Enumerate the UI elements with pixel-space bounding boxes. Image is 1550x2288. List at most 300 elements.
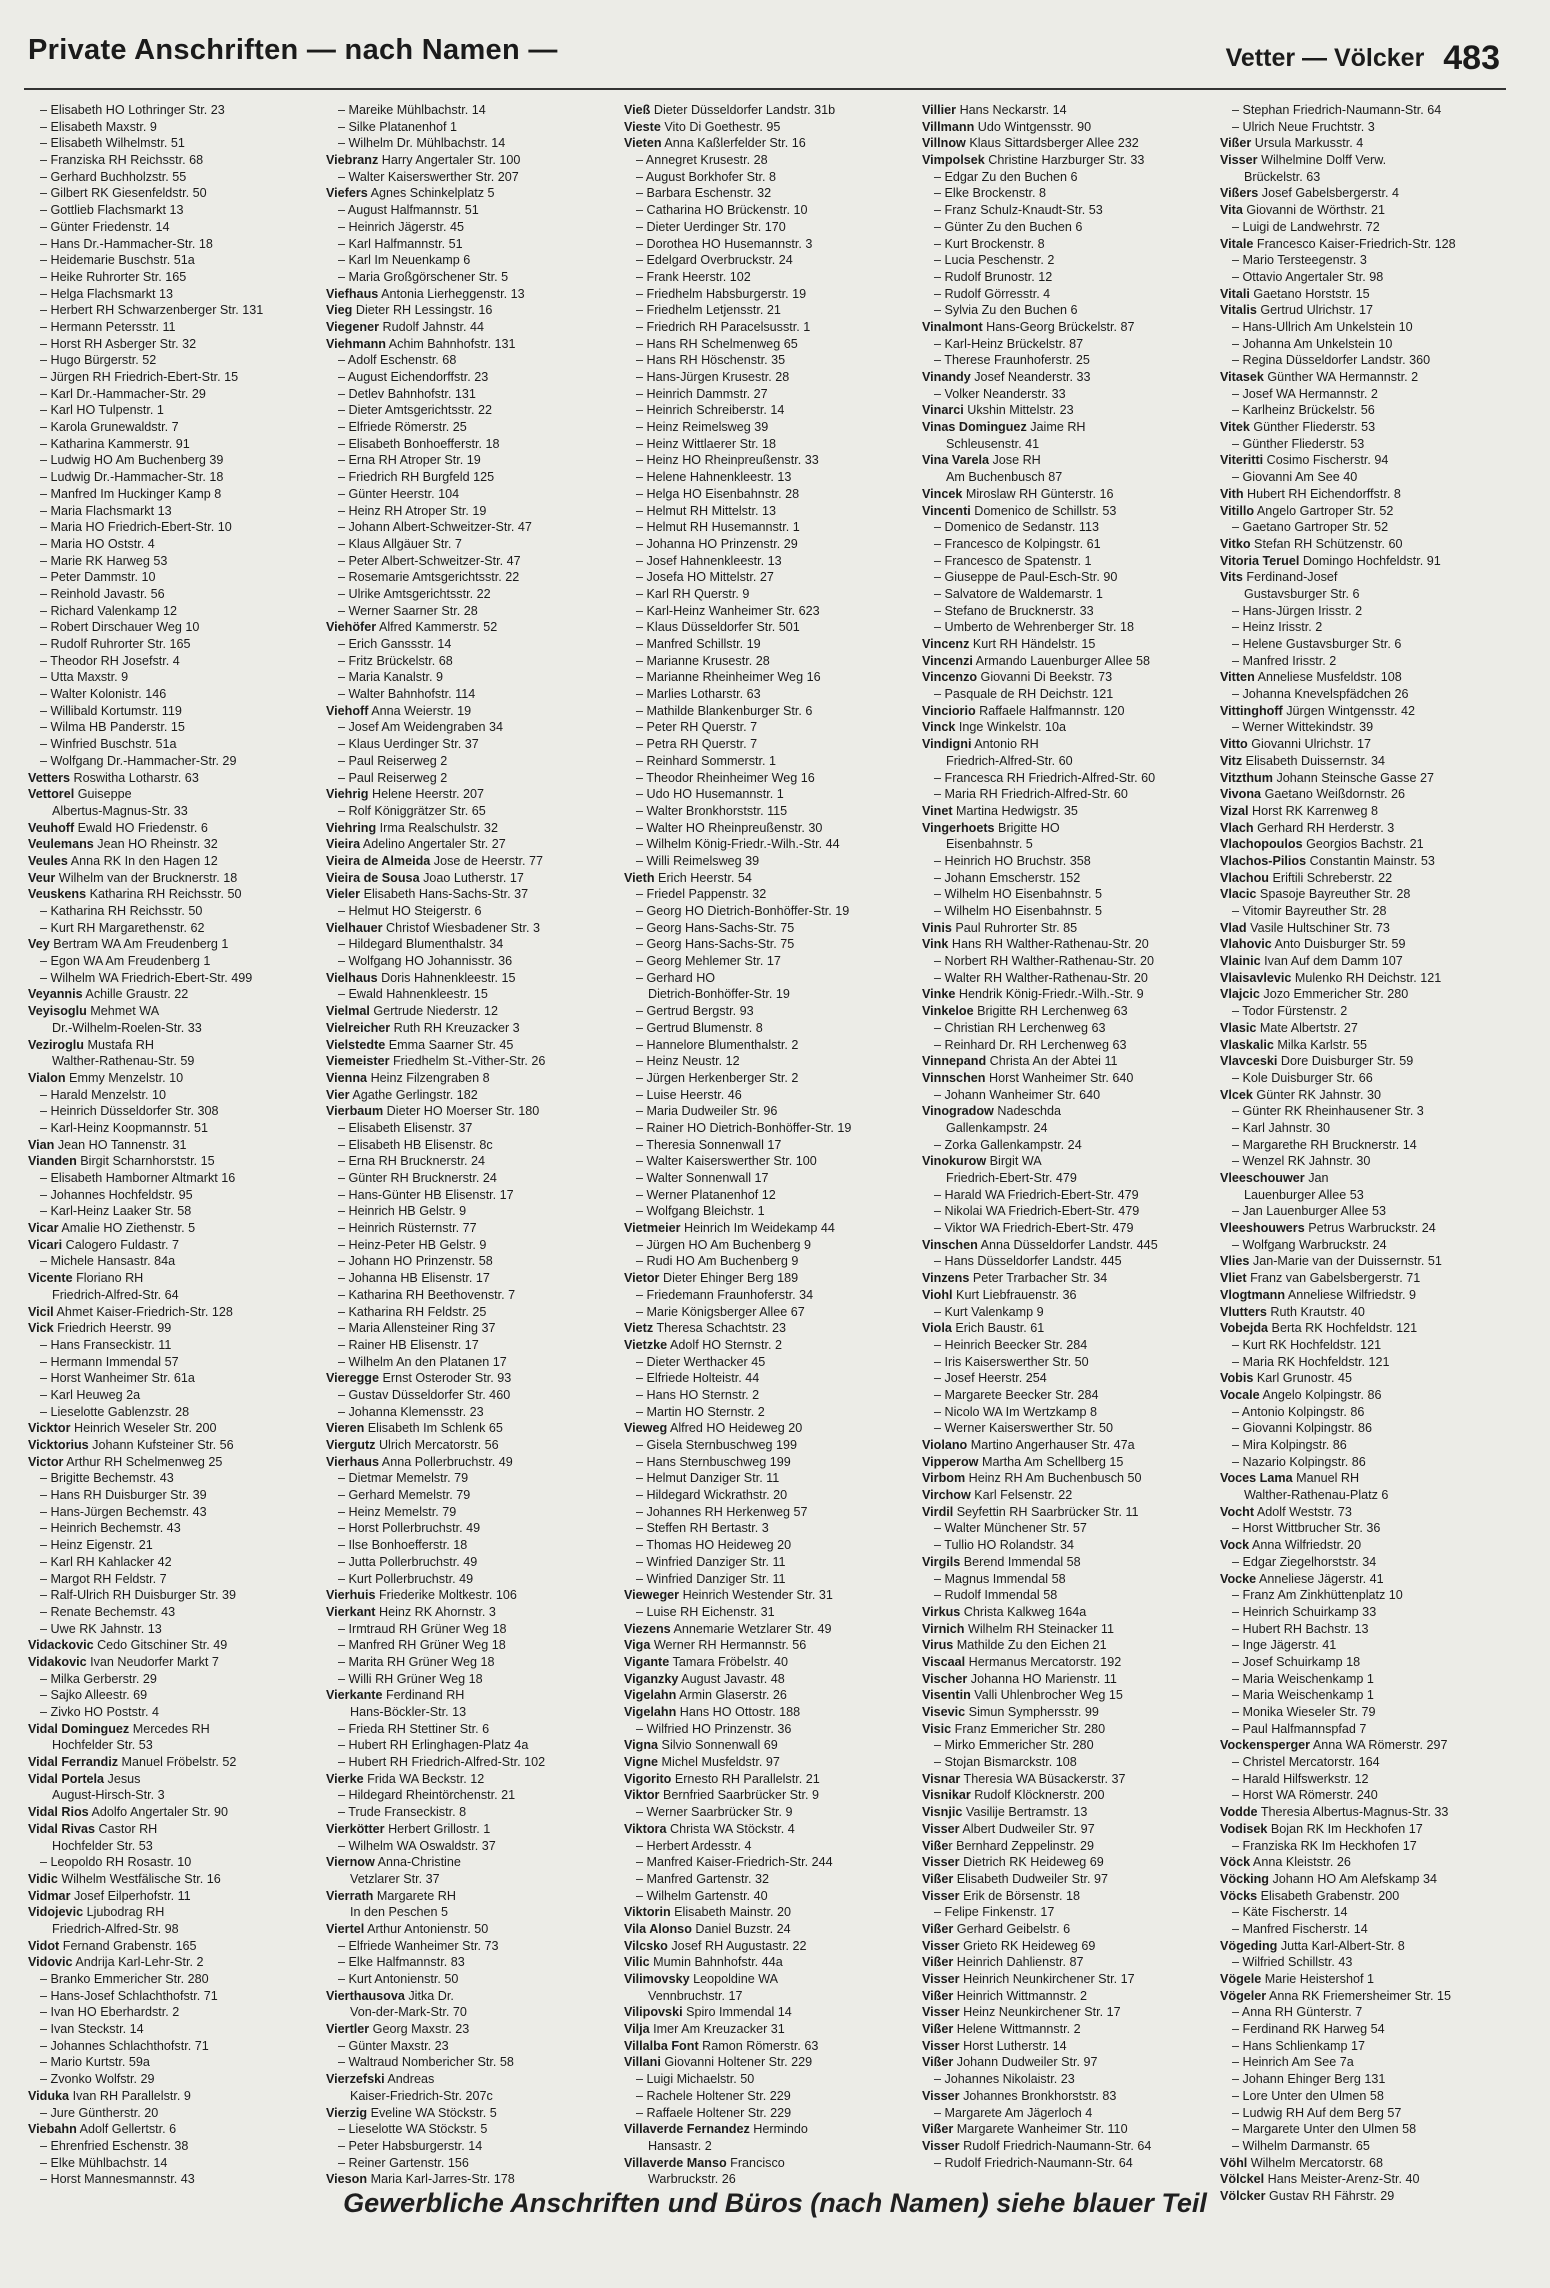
directory-entry: – Hans RH Duisburger Str. 39 bbox=[40, 1488, 207, 1503]
directory-entry: – Walter RH Walther-Rathenau-Str. 20 bbox=[934, 970, 1148, 985]
directory-entry: – Viktor WA Friedrich-Ebert-Str. 479 bbox=[934, 1221, 1134, 1236]
directory-entry: – Rudolf Friedrich-Naumann-Str. 64 bbox=[934, 2155, 1133, 2170]
surname: Viernow bbox=[326, 1855, 375, 1870]
directory-entry: Vierke Frida WA Beckstr. 12 bbox=[326, 1771, 485, 1786]
directory-entry: Vigelahn Hans HO Ottostr. 188 bbox=[624, 1705, 801, 1719]
directory-entry: – August Eichendorffstr. 23 bbox=[338, 370, 489, 384]
directory-entry: Villnow Klaus Sittardsberger Allee 232 bbox=[922, 136, 1139, 151]
directory-entry: – Franziska RH Reichsstr. 68 bbox=[40, 153, 204, 168]
directory-entry: – Hildegard Blumenthalstr. 34 bbox=[338, 937, 504, 952]
directory-entry: Vlach Gerhard RH Herderstr. 3 bbox=[1220, 820, 1395, 835]
surname: Vlogtmann bbox=[1220, 1287, 1286, 1302]
directory-entry: – Antonio Kolpingstr. 86 bbox=[1232, 1404, 1365, 1419]
surname: Vieira de Almeida bbox=[326, 853, 431, 868]
surname: Vidal Rivas bbox=[28, 1821, 95, 1836]
surname: Viemeister bbox=[326, 1054, 390, 1069]
directory-entry: – Marlies Lotharstr. 63 bbox=[636, 687, 761, 702]
directory-entry: Vidal Rivas Castor RH bbox=[28, 1821, 158, 1836]
directory-entry: – Helmut RH Husemannstr. 1 bbox=[636, 520, 800, 535]
directory-entry: – Hans-Jürgen Krusestr. 28 bbox=[636, 370, 790, 384]
surname: Vicktorius bbox=[28, 1438, 89, 1452]
surname: Vierthausova bbox=[326, 1988, 405, 2003]
directory-entry: – Horst Wanheimer Str. 61a bbox=[40, 1371, 195, 1386]
directory-entry: – Katharina RH Feldstr. 25 bbox=[338, 1304, 487, 1319]
directory-entry: Vidmar Josef Eilperhofstr. 11 bbox=[28, 1888, 191, 1903]
directory-entry: Vitz Elisabeth Duissernstr. 34 bbox=[1220, 753, 1385, 768]
directory-entry: Vina Varela Jose RH bbox=[922, 453, 1041, 468]
directory-entry: Vißers Josef Gabelsbergerstr. 4 bbox=[1220, 186, 1399, 201]
surname: Vodde bbox=[1220, 1805, 1258, 1820]
directory-entry: Villalba Font Ramon Römerstr. 63 bbox=[624, 2038, 819, 2053]
surname: Visser bbox=[922, 2005, 960, 2020]
surname: Vierhaus bbox=[326, 1454, 379, 1469]
directory-entry: Vigelahn Armin Glaserstr. 26 bbox=[624, 1688, 787, 1703]
directory-entry: – Gaetano Gartroper Str. 52 bbox=[1232, 520, 1389, 535]
directory-entry: – Maria Großgörschener Str. 5 bbox=[338, 269, 509, 284]
directory-entry: Vierzig Eveline WA Stöckstr. 5 bbox=[326, 2105, 497, 2120]
directory-entry: – Wilhelm WA Oswaldstr. 37 bbox=[338, 1838, 496, 1853]
directory-entry: Viscaal Hermanus Mercatorstr. 192 bbox=[922, 1654, 1122, 1669]
directory-entry: – Werner Saarner Str. 28 bbox=[338, 603, 478, 618]
directory-entry: – Monika Wieseler Str. 79 bbox=[1232, 1705, 1376, 1719]
surname: Vetters bbox=[28, 770, 71, 785]
directory-entry: Vetters Roswitha Lotharstr. 63 bbox=[28, 770, 199, 785]
surname: Vierzefski bbox=[326, 2072, 385, 2087]
surname: Vigelahn bbox=[624, 1705, 677, 1719]
directory-entry: Virnich Wilhelm RH Steinacker 11 bbox=[922, 1621, 1115, 1636]
directory-entry: – Hans RH Höschenstr. 35 bbox=[636, 353, 786, 368]
directory-entry: Vitalis Gertrud Ulrichstr. 17 bbox=[1220, 303, 1374, 318]
directory-entry: – Mario Tersteegenstr. 3 bbox=[1232, 253, 1367, 268]
directory-entry: Vingerhoets Brigitte HO bbox=[922, 820, 1060, 835]
directory-entry: – Gertrud Blumenstr. 8 bbox=[636, 1020, 763, 1035]
directory-entry: Vidovic Andrija Karl-Lehr-Str. 2 bbox=[28, 1955, 204, 1970]
directory-entry: – Theodor RH Josefstr. 4 bbox=[40, 653, 180, 668]
directory-entry: Vidic Wilhelm Westfälische Str. 16 bbox=[28, 1871, 221, 1886]
surname: Vlies bbox=[1220, 1254, 1250, 1269]
surname: Viduka bbox=[28, 2088, 70, 2103]
directory-entry: – Winfried Buschstr. 51a bbox=[40, 737, 177, 752]
surname: Vieß bbox=[624, 103, 651, 117]
directory-entry: – Wilhelm HO Eisenbahnstr. 5 bbox=[934, 904, 1102, 918]
directory-entry: Vielstedte Emma Saarner Str. 45 bbox=[326, 1037, 514, 1052]
directory-entry: Vitko Stefan RH Schützenstr. 60 bbox=[1220, 536, 1403, 551]
directory-entry: – Margarethe RH Brucknerstr. 14 bbox=[1232, 1137, 1417, 1152]
directory-entry: – Manfred Schillstr. 19 bbox=[636, 637, 761, 651]
directory-entry: – Mathilde Blankenburger Str. 6 bbox=[636, 703, 813, 718]
directory-entry: Vinke Hendrik König-Friedr.-Wilh.-Str. 9 bbox=[922, 987, 1144, 1002]
directory-entry: Veyisoglu Mehmet WA bbox=[28, 1004, 160, 1019]
surname: Vitek bbox=[1220, 420, 1250, 435]
surname: Vielhaus bbox=[326, 970, 378, 985]
directory-entry: – Franz Schulz-Knaudt-Str. 53 bbox=[934, 203, 1103, 218]
surname: Viktorin bbox=[624, 1905, 671, 1920]
directory-entry: – Umberto de Wehrenberger Str. 18 bbox=[934, 620, 1134, 635]
directory-entry: Vietzke Adolf HO Sternstr. 2 bbox=[624, 1337, 782, 1352]
directory-entry: Warbruckstr. 26 bbox=[648, 2172, 736, 2187]
directory-entry: Viga Werner RH Hermannstr. 56 bbox=[624, 1638, 807, 1653]
directory-entry: – Heinrich Am See 7a bbox=[1232, 2055, 1354, 2070]
column-1 bbox=[28, 102, 316, 2187]
directory-entry: – Harald Menzelstr. 10 bbox=[40, 1087, 166, 1102]
directory-entry: Veuhoff Ewald HO Friedenstr. 6 bbox=[28, 820, 208, 835]
surname: Visser bbox=[922, 2138, 960, 2153]
directory-entry: – Frieda RH Stettiner Str. 6 bbox=[338, 1721, 490, 1736]
directory-entry: Vocale Angelo Kolpingstr. 86 bbox=[1220, 1387, 1382, 1402]
directory-entry: – Horst Wittbrucher Str. 36 bbox=[1232, 1521, 1381, 1536]
directory-entry: Kaiser-Friedrich-Str. 207c bbox=[350, 2088, 493, 2103]
directory-entry: – Wilhelm HO Eisenbahnstr. 5 bbox=[934, 887, 1102, 902]
directory-entry: – Karl Halfmannstr. 51 bbox=[338, 236, 463, 251]
directory-entry: – Wolfgang Warbruckstr. 24 bbox=[1232, 1237, 1387, 1252]
surname: Vierkötter bbox=[326, 1821, 385, 1836]
directory-entry: Eisenbahnstr. 5 bbox=[946, 837, 1033, 852]
directory-entry: Vögeding Jutta Karl-Albert-Str. 8 bbox=[1220, 1938, 1405, 1953]
directory-entry: – Johann Wanheimer Str. 640 bbox=[934, 1087, 1101, 1102]
directory-entry: Villani Giovanni Holtener Str. 229 bbox=[624, 2055, 813, 2070]
directory-entry: – Hannelore Blumenthalstr. 2 bbox=[636, 1037, 799, 1052]
surname: Vigna bbox=[624, 1738, 659, 1753]
surname: Vitz bbox=[1220, 753, 1243, 768]
directory-entry: – Heinz Memelstr. 79 bbox=[338, 1504, 457, 1519]
directory-entry: Vilja Imer Am Kreuzacker 31 bbox=[624, 2022, 785, 2037]
directory-entry: – Ottavio Angertaler Str. 98 bbox=[1232, 269, 1384, 284]
directory-entry: – Karl HO Tulpenstr. 1 bbox=[40, 403, 164, 418]
surname: Vidot bbox=[28, 1938, 60, 1953]
directory-entry: – Hermann Immendal 57 bbox=[40, 1354, 179, 1369]
directory-entry: Friedrich-Alfred-Str. 60 bbox=[946, 753, 1073, 768]
directory-entry: Vilimovsky Leopoldine WA bbox=[624, 1972, 779, 1986]
directory-entry: Dietrich-Bonhöffer-Str. 19 bbox=[648, 987, 790, 1002]
directory-entry: – Hubert RH Friedrich-Alfred-Str. 102 bbox=[338, 1755, 546, 1770]
directory-entry: Vißer Margarete Wanheimer Str. 110 bbox=[922, 2122, 1128, 2137]
surname: Virchow bbox=[922, 1488, 971, 1503]
directory-entry: – Helmut Danziger Str. 11 bbox=[636, 1471, 780, 1486]
directory-entry: Vicktorius Johann Kufsteiner Str. 56 bbox=[28, 1438, 234, 1452]
surname: Vlainic bbox=[1220, 954, 1261, 969]
directory-entry: – Friedel Pappenstr. 32 bbox=[636, 887, 767, 902]
directory-entry: – Marianne Krusestr. 28 bbox=[636, 653, 770, 668]
surname: Vöhl bbox=[1220, 2155, 1248, 2170]
directory-entry: Virgils Berend Immendal 58 bbox=[922, 1554, 1081, 1569]
directory-entry: – Mareike Mühlbachstr. 14 bbox=[338, 103, 486, 117]
directory-entry: Vidal Ferrandiz Manuel Fröbelstr. 52 bbox=[28, 1755, 237, 1770]
directory-entry: Vlacic Spasoje Bayreuther Str. 28 bbox=[1220, 887, 1411, 902]
directory-entry: – Günter RH Brucknerstr. 24 bbox=[338, 1171, 497, 1185]
directory-entry: – Johannes Nikolaistr. 23 bbox=[934, 2072, 1075, 2087]
surname: Vey bbox=[28, 937, 50, 952]
directory-entry: – Käte Fischerstr. 14 bbox=[1232, 1905, 1348, 1920]
surname: Vietor bbox=[624, 1271, 660, 1286]
directory-entry: Vodisek Bojan RK Im Heckhofen 17 bbox=[1220, 1821, 1423, 1836]
directory-entry: – Heinz-Peter HB Gelstr. 9 bbox=[338, 1237, 487, 1252]
directory-entry: Vilipovski Spiro Immendal 14 bbox=[624, 2005, 792, 2020]
surname: Viergutz bbox=[326, 1438, 376, 1452]
surname: Veuskens bbox=[28, 887, 87, 902]
directory-entry: Vöck Anna Kleiststr. 26 bbox=[1220, 1855, 1351, 1870]
directory-entry: – Barbara Eschenstr. 32 bbox=[636, 186, 772, 201]
surname: Vlad bbox=[1220, 920, 1247, 935]
directory-entry: – Georg Hans-Sachs-Str. 75 bbox=[636, 937, 795, 952]
directory-entry: – Heinrich Dammstr. 27 bbox=[636, 386, 768, 401]
directory-entry: – Zivko HO Poststr. 4 bbox=[40, 1705, 159, 1719]
directory-entry: – Theodor Rheinheimer Weg 16 bbox=[636, 770, 815, 785]
directory-entry: Vögele Marie Heistershof 1 bbox=[1220, 1972, 1374, 1986]
directory-entry: – Johanna Am Unkelstein 10 bbox=[1232, 336, 1393, 351]
directory-entry: Visnikar Rudolf Klöcknerstr. 200 bbox=[922, 1788, 1105, 1803]
surname: Veyannis bbox=[28, 987, 83, 1002]
surname: Viscaal bbox=[922, 1654, 966, 1669]
surname: Vierzig bbox=[326, 2105, 368, 2120]
directory-entry: – Gerhard Buchholzstr. 55 bbox=[40, 169, 187, 184]
directory-entry: – Katharina RH Reichsstr. 50 bbox=[40, 904, 203, 918]
directory-entry: Vietmeier Heinrich Im Weidekamp 44 bbox=[624, 1221, 835, 1236]
directory-entry: – Christel Mercatorstr. 164 bbox=[1232, 1755, 1380, 1770]
directory-entry: – Maria Allensteiner Ring 37 bbox=[338, 1321, 496, 1336]
directory-entry: – Hubert RH Erlinghagen-Platz 4a bbox=[338, 1738, 529, 1753]
directory-entry: – Gustav Düsseldorfer Str. 460 bbox=[338, 1387, 511, 1402]
directory-entry: Vieira de Almeida Jose de Heerstr. 77 bbox=[326, 853, 544, 868]
directory-entry: – Lieselotte WA Stöckstr. 5 bbox=[338, 2122, 488, 2137]
surname: Vlachopoulos bbox=[1220, 837, 1303, 852]
directory-entry: Visser Erik de Börsenstr. 18 bbox=[922, 1888, 1080, 1903]
directory-entry: Visser Johannes Bronkhorststr. 83 bbox=[922, 2088, 1117, 2103]
directory-entry: – Gertrud Bergstr. 93 bbox=[636, 1004, 754, 1019]
directory-entry: Vila Alonso Daniel Buzstr. 24 bbox=[624, 1921, 791, 1936]
directory-entry: Viktora Christa WA Stöckstr. 4 bbox=[624, 1821, 795, 1836]
directory-entry: Vlcek Günter RK Jahnstr. 30 bbox=[1220, 1087, 1382, 1102]
directory-entry: – Johann HO Prinzenstr. 58 bbox=[338, 1254, 493, 1269]
surname: Vietmeier bbox=[624, 1221, 681, 1236]
surname: Vicente bbox=[28, 1271, 73, 1286]
surname: Vipperow bbox=[922, 1454, 979, 1469]
directory-entry: Viegener Rudolf Jahnstr. 44 bbox=[326, 319, 484, 334]
directory-entry: – Paul Reiserweg 2 bbox=[338, 753, 448, 768]
surname: Vlcek bbox=[1220, 1087, 1253, 1102]
surname: Viehring bbox=[326, 820, 377, 835]
surname: Visic bbox=[922, 1721, 952, 1736]
directory-entry: Viktorin Elisabeth Mainstr. 20 bbox=[624, 1905, 792, 1920]
directory-entry: – Karl RH Kahlacker 42 bbox=[40, 1554, 172, 1569]
directory-entry: – Werner Saarbrücker Str. 9 bbox=[636, 1805, 793, 1820]
directory-entry: – Heinrich HB Gelstr. 9 bbox=[338, 1204, 467, 1219]
directory-entry: Vinalmont Hans-Georg Brückelstr. 87 bbox=[922, 319, 1135, 334]
directory-entry: – Hugo Bürgerstr. 52 bbox=[40, 353, 157, 368]
surname: Viola bbox=[922, 1321, 952, 1336]
surname: Vinogradow bbox=[922, 1104, 994, 1119]
directory-entry: Vicente Floriano RH bbox=[28, 1271, 144, 1286]
directory-entry: Vilcsko Josef RH Augustastr. 22 bbox=[624, 1938, 807, 1953]
directory-entry: – Todor Fürstenstr. 2 bbox=[1232, 1004, 1348, 1019]
surname: Virbom bbox=[922, 1471, 966, 1486]
directory-entry: – Elke Brockenstr. 8 bbox=[934, 186, 1046, 201]
directory-entry: – Stefano de Brucknerstr. 33 bbox=[934, 603, 1094, 618]
directory-entry: Vierthausova Jitka Dr. bbox=[326, 1988, 454, 2003]
directory-entry: – Rudolf Immendal 58 bbox=[934, 1588, 1058, 1603]
directory-entry: Völckel Hans Meister-Arenz-Str. 40 bbox=[1220, 2172, 1420, 2187]
directory-entry: Vennbruchstr. 17 bbox=[648, 1988, 743, 2003]
directory-entry: Viefhaus Antonia Lierheggenstr. 13 bbox=[326, 286, 525, 301]
directory-entry: – Günther Fliederstr. 53 bbox=[1232, 436, 1365, 451]
surname: Virdil bbox=[922, 1504, 954, 1519]
header-rule bbox=[24, 88, 1506, 90]
surname: Villalba Font bbox=[624, 2038, 699, 2053]
surname: Vielreicher bbox=[326, 1020, 391, 1035]
directory-entry: – Zvonko Wolfstr. 29 bbox=[40, 2072, 155, 2087]
directory-entry: – Günter Heerstr. 104 bbox=[338, 486, 460, 501]
directory-entry: Villmann Udo Wintgensstr. 90 bbox=[922, 119, 1092, 134]
surname: Visser bbox=[922, 1938, 960, 1953]
directory-entry: Visic Franz Emmericher Str. 280 bbox=[922, 1721, 1106, 1736]
directory-entry: – Regina Düsseldorfer Landstr. 360 bbox=[1232, 353, 1431, 368]
directory-entry: Vierrath Margarete RH bbox=[326, 1888, 456, 1903]
directory-entry: Viezens Annemarie Wetzlarer Str. 49 bbox=[624, 1621, 832, 1636]
directory-entry: – Trude Franseckistr. 8 bbox=[338, 1805, 467, 1820]
surname: Viefers bbox=[326, 186, 368, 201]
directory-entry: Vindigni Antonio RH bbox=[922, 737, 1039, 752]
directory-entry: Vitto Giovanni Ulrichstr. 17 bbox=[1220, 737, 1371, 752]
directory-entry: Vincenzi Armando Lauenburger Allee 58 bbox=[922, 653, 1151, 668]
surname: Vincenz bbox=[922, 637, 970, 651]
directory-entry: Vincenz Kurt RH Händelstr. 15 bbox=[922, 637, 1096, 651]
surname: Vilic bbox=[624, 1955, 650, 1970]
directory-entry: Veyannis Achille Graustr. 22 bbox=[28, 987, 189, 1002]
surname: Vliet bbox=[1220, 1271, 1247, 1286]
directory-entry: – Wolfgang Bleichstr. 1 bbox=[636, 1204, 765, 1219]
directory-entry: – Tullio HO Rolandstr. 34 bbox=[934, 1538, 1075, 1553]
directory-entry: – Hans RH Schelmenweg 65 bbox=[636, 336, 798, 351]
directory-entry: Walther-Rathenau-Platz 6 bbox=[1244, 1488, 1389, 1503]
surname: Viehmann bbox=[326, 336, 386, 351]
surname: Virgils bbox=[922, 1554, 961, 1569]
surname: Vocke bbox=[1220, 1571, 1257, 1586]
surname: Vieira bbox=[326, 837, 361, 852]
directory-entry: – Inge Jägerstr. 41 bbox=[1232, 1638, 1337, 1653]
directory-entry: Vigne Michel Musfeldstr. 97 bbox=[624, 1755, 780, 1770]
directory-entry: – Elisabeth HO Lothringer Str. 23 bbox=[40, 103, 225, 117]
directory-entry: – Hans HO Sternstr. 2 bbox=[636, 1387, 760, 1402]
directory-entry: – Klaus Allgäuer Str. 7 bbox=[338, 536, 462, 551]
directory-entry: – Hildegard Wickrathstr. 20 bbox=[636, 1488, 788, 1503]
surname: Vincenzo bbox=[922, 670, 978, 685]
surname: Vinciorio bbox=[922, 703, 976, 718]
directory-entry: – Ulrike Amtsgerichtsstr. 22 bbox=[338, 586, 491, 601]
directory-entry: Vith Hubert RH Eichendorffstr. 8 bbox=[1220, 486, 1401, 501]
directory-entry: – Willi RH Grüner Weg 18 bbox=[338, 1671, 483, 1686]
directory-entry: – Wilfried Schillstr. 43 bbox=[1232, 1955, 1353, 1970]
directory-entry: – Johannes RH Herkenweg 57 bbox=[636, 1504, 808, 1519]
directory-entry: – Richard Valenkamp 12 bbox=[40, 603, 177, 618]
surname: Vieste bbox=[624, 119, 661, 134]
directory-entry: – Reinhold Javastr. 56 bbox=[40, 586, 165, 601]
page-range-header bbox=[1226, 36, 1500, 75]
directory-entry: Vinet Martina Hedwigstr. 35 bbox=[922, 803, 1078, 818]
directory-entry: – Wilhelm An den Platanen 17 bbox=[338, 1354, 507, 1369]
directory-entry: Victor Arthur RH Schelmenweg 25 bbox=[28, 1454, 223, 1469]
directory-entry: In den Peschen 5 bbox=[350, 1905, 449, 1920]
directory-entry: Visnjic Vasilije Bertramstr. 13 bbox=[922, 1805, 1088, 1820]
directory-entry: Visser Rudolf Friedrich-Naumann-Str. 64 bbox=[922, 2138, 1152, 2153]
surname: Viertler bbox=[326, 2022, 370, 2037]
directory-entry: Vicil Ahmet Kaiser-Friedrich-Str. 128 bbox=[28, 1304, 233, 1319]
directory-entry: – Theresia Sonnenwall 17 bbox=[636, 1137, 782, 1152]
surname: Vidojevic bbox=[28, 1905, 84, 1920]
directory-entry: Vink Hans RH Walther-Rathenau-Str. 20 bbox=[922, 937, 1149, 952]
directory-entry: – Jan Lauenburger Allee 53 bbox=[1232, 1204, 1387, 1219]
directory-entry: Virkus Christa Kalkweg 164a bbox=[922, 1604, 1087, 1619]
directory-entry: – Josef WA Hermannstr. 2 bbox=[1232, 386, 1378, 401]
directory-entry: Vißer Gerhard Geibelstr. 6 bbox=[922, 1921, 1071, 1936]
surname: Vinck bbox=[922, 720, 956, 735]
directory-entry: – Elisabeth HB Elisenstr. 8c bbox=[338, 1137, 493, 1152]
directory-entry: – Hans Düsseldorfer Landstr. 445 bbox=[934, 1254, 1122, 1269]
surname: Vitzthum bbox=[1220, 770, 1273, 785]
surname: Victor bbox=[28, 1454, 64, 1469]
directory-entry: – Horst RH Asberger Str. 32 bbox=[40, 336, 197, 351]
directory-entry: – Josef Schuirkamp 18 bbox=[1232, 1654, 1361, 1669]
directory-entry: Viteritti Cosimo Fischerstr. 94 bbox=[1220, 453, 1389, 468]
directory-entry: – Johannes Schlachthofstr. 71 bbox=[40, 2038, 209, 2053]
surname: Vita bbox=[1220, 203, 1243, 218]
directory-entry: August-Hirsch-Str. 3 bbox=[52, 1788, 165, 1803]
directory-entry: – Wilhelm WA Friedrich-Ebert-Str. 499 bbox=[40, 970, 253, 985]
directory-entry: Vinciorio Raffaele Halfmannstr. 120 bbox=[922, 703, 1125, 718]
surname: Voces Lama bbox=[1220, 1471, 1293, 1486]
directory-entry: – Heinrich Jägerstr. 45 bbox=[338, 219, 464, 234]
directory-entry: – Josef Am Weidengraben 34 bbox=[338, 720, 503, 735]
directory-entry: Viola Erich Baustr. 61 bbox=[922, 1321, 1045, 1336]
directory-entry: Vlachou Eriftili Schreberstr. 22 bbox=[1220, 870, 1393, 885]
surname: Viktora bbox=[624, 1821, 667, 1836]
directory-entry: – Paul Halfmannspfad 7 bbox=[1232, 1721, 1367, 1736]
directory-entry: – Elfriede Wanheimer Str. 73 bbox=[338, 1938, 499, 1953]
directory-entry: Vögeler Anna RK Friemersheimer Str. 15 bbox=[1220, 1988, 1451, 2003]
directory-entry: – Heinrich Schuirkamp 33 bbox=[1232, 1604, 1377, 1619]
surname: Viezens bbox=[624, 1621, 671, 1636]
surname: Vlajcic bbox=[1220, 987, 1260, 1002]
surname: Viertel bbox=[326, 1921, 365, 1936]
directory-entry: Vöcking Johann HO Am Alefskamp 34 bbox=[1220, 1871, 1438, 1886]
directory-entry: – Mira Kolpingstr. 86 bbox=[1232, 1438, 1347, 1452]
directory-entry: Vocht Adolf Weststr. 73 bbox=[1220, 1504, 1352, 1519]
directory-entry: Vidal Rios Adolfo Angertaler Str. 90 bbox=[28, 1805, 228, 1820]
directory-entry: – Willi Reimelsweg 39 bbox=[636, 853, 760, 868]
surname: Villmann bbox=[922, 119, 975, 134]
directory-entry: Vlad Vasile Hultschiner Str. 73 bbox=[1220, 920, 1390, 935]
directory-entry: – Walter Kolonistr. 146 bbox=[40, 687, 167, 702]
directory-entry: – Iris Kaiserswerther Str. 50 bbox=[934, 1354, 1089, 1369]
surname: Vißer bbox=[922, 2122, 954, 2137]
directory-entry: – Johanna Knevelspfädchen 26 bbox=[1232, 687, 1409, 702]
surname: Vicil bbox=[28, 1304, 54, 1319]
directory-entry: Vidakovic Ivan Neudorfer Markt 7 bbox=[28, 1654, 219, 1669]
column-5 bbox=[1220, 102, 1508, 2203]
directory-entry: – Rudi HO Am Buchenberg 9 bbox=[636, 1254, 799, 1269]
directory-entry: Vierkant Heinz RK Ahornstr. 3 bbox=[326, 1604, 496, 1619]
surname: Vierkante bbox=[326, 1688, 383, 1703]
directory-entry: – Heinrich Düsseldorfer Str. 308 bbox=[40, 1104, 219, 1119]
directory-entry: – Rainer HB Elisenstr. 17 bbox=[338, 1337, 479, 1352]
directory-entry: – Sajko Alleestr. 69 bbox=[40, 1688, 148, 1703]
directory-entry: – Ludwig RH Auf dem Berg 57 bbox=[1232, 2105, 1402, 2120]
surname: Vlutters bbox=[1220, 1304, 1267, 1319]
directory-entry: – Maria Flachsmarkt 13 bbox=[40, 503, 172, 518]
directory-entry: – Winfried Danziger Str. 11 bbox=[636, 1554, 786, 1569]
directory-entry: – Helmut HO Steigerstr. 6 bbox=[338, 904, 482, 918]
directory-entry: Viganzky August Javastr. 48 bbox=[624, 1671, 785, 1686]
directory-entry: – Milka Gerberstr. 29 bbox=[40, 1671, 157, 1686]
directory-entry: Vigorito Ernesto RH Parallelstr. 21 bbox=[624, 1771, 820, 1786]
